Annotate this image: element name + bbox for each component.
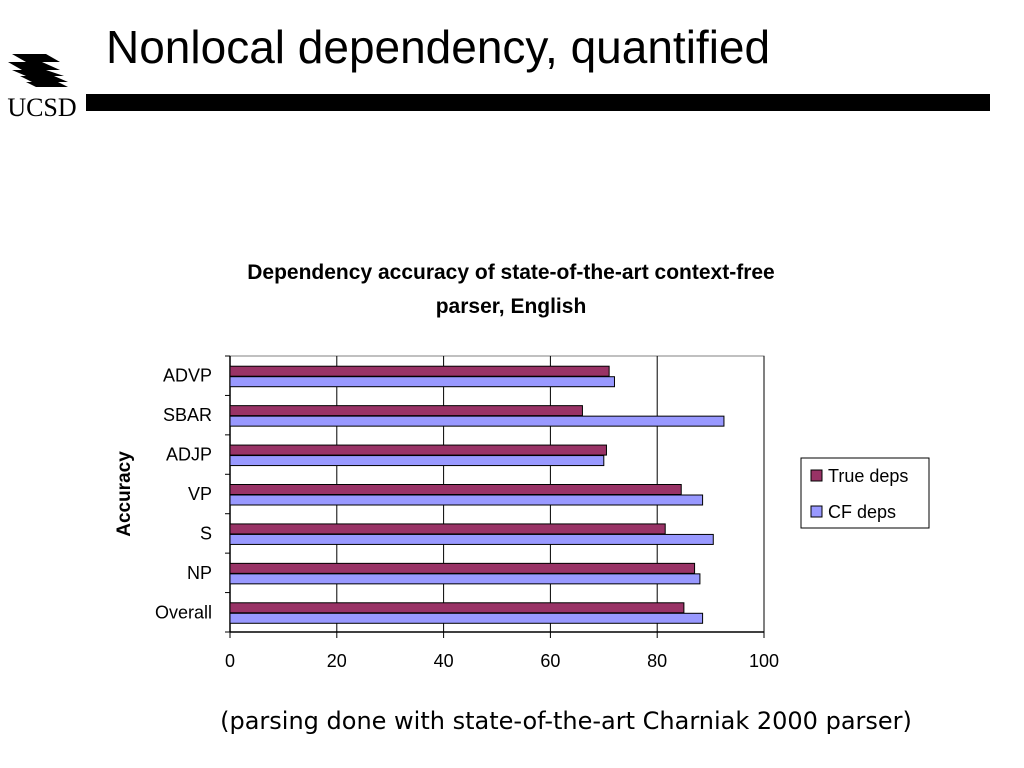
bar-true-deps (230, 485, 681, 495)
chart-title-line: Dependency accuracy of state-of-the-art context-free (247, 261, 775, 284)
legend-label: True deps (828, 466, 909, 486)
y-tick-label: NP (186, 562, 212, 583)
x-tick-label: 80 (647, 651, 668, 671)
logo-text: UCSD (7, 93, 77, 120)
y-tick-label: Overall (154, 602, 212, 623)
x-tick-label: 60 (540, 651, 561, 671)
y-tick-label: SBAR (162, 405, 212, 426)
bar-cf-deps (230, 574, 700, 584)
legend-swatch (811, 506, 822, 517)
y-tick-label: ADJP (165, 444, 212, 465)
y-axis-label: Accuracy (114, 451, 135, 537)
bar-true-deps (230, 563, 695, 573)
bar-true-deps (230, 524, 665, 534)
bar-true-deps (230, 603, 684, 613)
x-tick-label: 40 (433, 651, 454, 671)
bar-true-deps (230, 445, 606, 455)
x-tick-label: 20 (326, 651, 347, 671)
bar-cf-deps (230, 456, 604, 466)
legend-label: CF deps (828, 502, 897, 522)
bar-cf-deps (230, 416, 724, 426)
bar-true-deps (230, 366, 609, 376)
x-tick-label: 100 (748, 651, 780, 671)
y-tick-label: VP (187, 484, 212, 504)
chart-title-line: parser, English (435, 295, 587, 318)
plot-area (114, 356, 779, 671)
legend-swatch (811, 470, 822, 481)
footnote: (parsing done with state-of-the-art Charniak 2000 parser) (220, 707, 912, 735)
x-tick-label: 0 (224, 651, 236, 671)
page-title: Nonlocal dependency, quantified (106, 21, 771, 73)
y-tick-label: ADVP (162, 365, 212, 386)
y-tick-label: S (199, 523, 212, 544)
bar-cf-deps (230, 534, 713, 544)
bar-cf-deps (230, 377, 614, 387)
chart-legend (801, 458, 929, 528)
bar-cf-deps (230, 495, 703, 505)
chart-title (247, 261, 774, 318)
bar-cf-deps (230, 613, 703, 623)
bar-true-deps (230, 406, 582, 416)
